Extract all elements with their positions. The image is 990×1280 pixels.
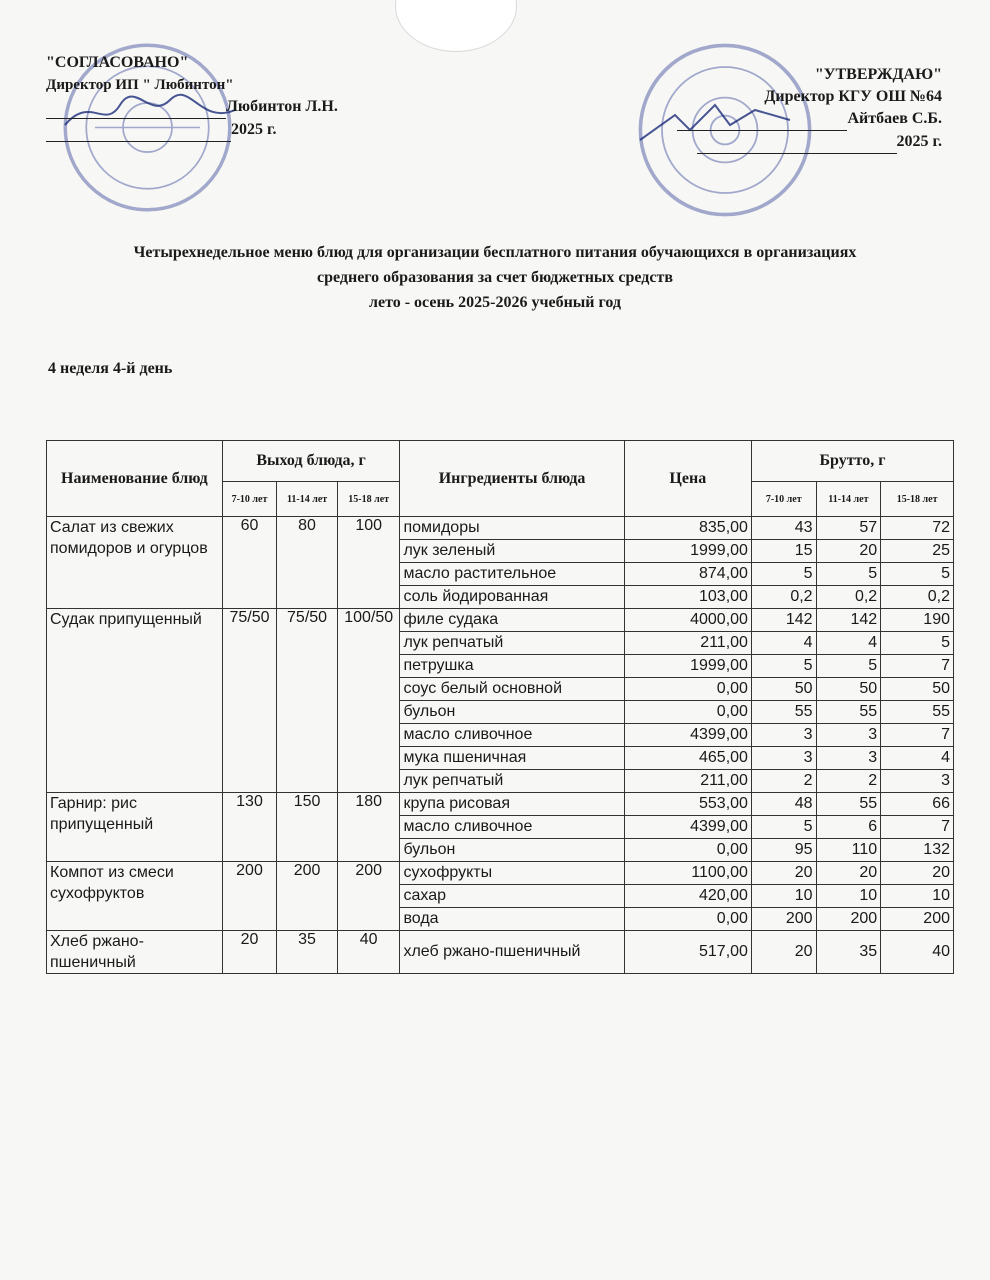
header-output-age-15-18: 15-18 лет [337, 482, 400, 517]
ingredient-gross-value: 3 [816, 724, 881, 747]
header-price: Цена [624, 441, 751, 517]
ingredient-price: 0,00 [624, 908, 751, 931]
ingredient-name: бульон [400, 701, 624, 724]
dish-name: Хлеб ржано-пшеничный [47, 931, 223, 974]
ingredient-price: 465,00 [624, 747, 751, 770]
menu-table-body [47, 517, 954, 974]
ingredient-price: 420,00 [624, 885, 751, 908]
header-output: Выход блюда, г [222, 441, 400, 482]
ingredient-price: 211,00 [624, 632, 751, 655]
ingredient-gross-value: 40 [881, 931, 954, 974]
dish-name: Салат из свежих помидоров и огурцов [47, 517, 223, 609]
ingredient-name: соус белый основной [400, 678, 624, 701]
ingredient-gross-value: 132 [881, 839, 954, 862]
ingredient-gross-value: 50 [881, 678, 954, 701]
approval-left-year: 2025 г. [231, 121, 277, 138]
dish-output-value: 60 [222, 517, 277, 609]
ingredient-gross-value: 55 [751, 701, 816, 724]
header-ingredients: Ингредиенты блюда [400, 441, 624, 517]
ingredient-name: масло растительное [400, 563, 624, 586]
punch-hole [395, 0, 517, 52]
ingredient-name: масло сливочное [400, 724, 624, 747]
ingredient-gross-value: 7 [881, 655, 954, 678]
dish-output-value: 40 [337, 931, 400, 974]
document-title [40, 240, 950, 315]
ingredient-gross-value: 10 [751, 885, 816, 908]
ingredient-gross-value: 20 [816, 862, 881, 885]
ingredient-gross-value: 57 [816, 517, 881, 540]
ingredient-gross-value: 142 [751, 609, 816, 632]
ingredient-name: помидоры [400, 517, 624, 540]
ingredient-price: 835,00 [624, 517, 751, 540]
ingredient-name: петрушка [400, 655, 624, 678]
ingredient-gross-value: 66 [881, 793, 954, 816]
ingredient-gross-value: 3 [816, 747, 881, 770]
ingredient-gross-value: 55 [881, 701, 954, 724]
ingredient-gross-value: 5 [751, 816, 816, 839]
ingredient-price: 4399,00 [624, 816, 751, 839]
ingredient-gross-value: 200 [751, 908, 816, 931]
dish-name: Компот из смеси сухофруктов [47, 862, 223, 931]
ingredient-price: 1100,00 [624, 862, 751, 885]
ingredient-gross-value: 4 [816, 632, 881, 655]
ingredient-price: 4399,00 [624, 724, 751, 747]
ingredient-gross-value: 5 [751, 563, 816, 586]
ingredient-price: 874,00 [624, 563, 751, 586]
approval-block-left [46, 52, 338, 142]
ingredient-gross-value: 3 [881, 770, 954, 793]
signature-line-left [46, 96, 226, 119]
ingredient-gross-value: 7 [881, 816, 954, 839]
ingredient-gross-value: 5 [751, 655, 816, 678]
dish-output-value: 35 [277, 931, 338, 974]
title-line-2: среднего образования за счет бюджетных средств [317, 269, 673, 286]
approval-right-heading: "УТВЕРЖДАЮ" [814, 66, 942, 83]
ingredient-name: вода [400, 908, 624, 931]
ingredient-gross-value: 50 [816, 678, 881, 701]
header-gross-age-15-18: 15-18 лет [881, 482, 954, 517]
ingredient-name: сухофрукты [400, 862, 624, 885]
ingredient-gross-value: 50 [751, 678, 816, 701]
ingredient-name: филе судака [400, 609, 624, 632]
ingredient-gross-value: 15 [751, 540, 816, 563]
ingredient-gross-value: 55 [816, 793, 881, 816]
ingredient-gross-value: 43 [751, 517, 816, 540]
dish-name: Гарнир: рис припущенный [47, 793, 223, 862]
ingredient-price: 517,00 [624, 931, 751, 974]
header-gross: Брутто, г [751, 441, 953, 482]
ingredient-gross-value: 48 [751, 793, 816, 816]
ingredient-gross-value: 4 [751, 632, 816, 655]
header-gross-age-7-10: 7-10 лет [751, 482, 816, 517]
dish-output-value: 180 [337, 793, 400, 862]
ingredient-gross-value: 6 [816, 816, 881, 839]
ingredient-gross-value: 20 [881, 862, 954, 885]
ingredient-gross-value: 95 [751, 839, 816, 862]
header-dish: Наименование блюд [47, 441, 223, 517]
ingredient-gross-value: 10 [881, 885, 954, 908]
title-line-1: Четырехнедельное меню блюд для организации бесплатного питания обучающихся в организациях [133, 244, 857, 261]
ingredient-gross-value: 20 [751, 862, 816, 885]
table-row [47, 609, 954, 632]
dish-output-value: 20 [222, 931, 277, 974]
ingredient-gross-value: 0,2 [751, 586, 816, 609]
table-row [47, 931, 954, 974]
dish-output-value: 200 [222, 862, 277, 931]
ingredient-price: 0,00 [624, 678, 751, 701]
dish-output-value: 75/50 [222, 609, 277, 793]
ingredient-price: 0,00 [624, 839, 751, 862]
ingredient-gross-value: 5 [881, 632, 954, 655]
ingredient-name: лук зеленый [400, 540, 624, 563]
table-row [47, 793, 954, 816]
approval-block-right [677, 64, 942, 154]
ingredient-price: 553,00 [624, 793, 751, 816]
ingredient-price: 1999,00 [624, 540, 751, 563]
title-line-3: лето - осень 2025-2026 учебный год [368, 294, 621, 311]
ingredient-gross-value: 3 [751, 747, 816, 770]
dish-output-value: 150 [277, 793, 338, 862]
ingredient-gross-value: 72 [881, 517, 954, 540]
dish-output-value: 130 [222, 793, 277, 862]
dish-output-value: 100/50 [337, 609, 400, 793]
dish-output-value: 100 [337, 517, 400, 609]
ingredient-gross-value: 10 [816, 885, 881, 908]
ingredient-gross-value: 5 [816, 563, 881, 586]
ingredient-name: крупа рисовая [400, 793, 624, 816]
ingredient-name: хлеб ржано-пшеничный [400, 931, 624, 974]
ingredient-gross-value: 35 [816, 931, 881, 974]
menu-table [46, 440, 954, 974]
approval-left-position: Директор ИП " Любинтон" [46, 77, 234, 93]
header-output-age-11-14: 11-14 лет [277, 482, 338, 517]
ingredient-gross-value: 2 [751, 770, 816, 793]
approval-left-heading: "СОГЛАСОВАНО" [46, 54, 189, 71]
ingredient-gross-value: 3 [751, 724, 816, 747]
ingredient-gross-value: 5 [881, 563, 954, 586]
ingredient-gross-value: 142 [816, 609, 881, 632]
ingredient-name: лук репчатый [400, 632, 624, 655]
ingredient-gross-value: 200 [816, 908, 881, 931]
ingredient-gross-value: 7 [881, 724, 954, 747]
approval-right-position: Директор КГУ ОШ №64 [764, 88, 942, 105]
dish-output-value: 200 [277, 862, 338, 931]
dish-output-value: 75/50 [277, 609, 338, 793]
approval-right-name: Айтбаев С.Б. [847, 110, 942, 127]
date-line-left [46, 119, 231, 142]
ingredient-gross-value: 25 [881, 540, 954, 563]
approval-left-name: Любинтон Л.Н. [226, 98, 338, 115]
ingredient-gross-value: 55 [816, 701, 881, 724]
week-day-label: 4 неделя 4-й день [48, 360, 173, 377]
header-gross-age-11-14: 11-14 лет [816, 482, 881, 517]
approval-right-year: 2025 г. [896, 133, 942, 150]
ingredient-name: масло сливочное [400, 816, 624, 839]
ingredient-price: 0,00 [624, 701, 751, 724]
header-output-age-7-10: 7-10 лет [222, 482, 277, 517]
ingredient-gross-value: 2 [816, 770, 881, 793]
ingredient-price: 103,00 [624, 586, 751, 609]
ingredient-gross-value: 190 [881, 609, 954, 632]
ingredient-gross-value: 200 [881, 908, 954, 931]
ingredient-gross-value: 0,2 [816, 586, 881, 609]
ingredient-gross-value: 5 [816, 655, 881, 678]
signature-line-right [677, 108, 847, 131]
ingredient-price: 211,00 [624, 770, 751, 793]
ingredient-name: лук репчатый [400, 770, 624, 793]
ingredient-price: 4000,00 [624, 609, 751, 632]
ingredient-gross-value: 110 [816, 839, 881, 862]
ingredient-name: мука пшеничная [400, 747, 624, 770]
ingredient-price: 1999,00 [624, 655, 751, 678]
table-row [47, 517, 954, 540]
dish-name: Судак припущенный [47, 609, 223, 793]
ingredient-name: бульон [400, 839, 624, 862]
date-line-right [697, 131, 897, 154]
table-row [47, 862, 954, 885]
ingredient-name: сахар [400, 885, 624, 908]
ingredient-gross-value: 0,2 [881, 586, 954, 609]
ingredient-gross-value: 20 [751, 931, 816, 974]
ingredient-gross-value: 20 [816, 540, 881, 563]
ingredient-gross-value: 4 [881, 747, 954, 770]
dish-output-value: 80 [277, 517, 338, 609]
ingredient-name: соль йодированная [400, 586, 624, 609]
dish-output-value: 200 [337, 862, 400, 931]
